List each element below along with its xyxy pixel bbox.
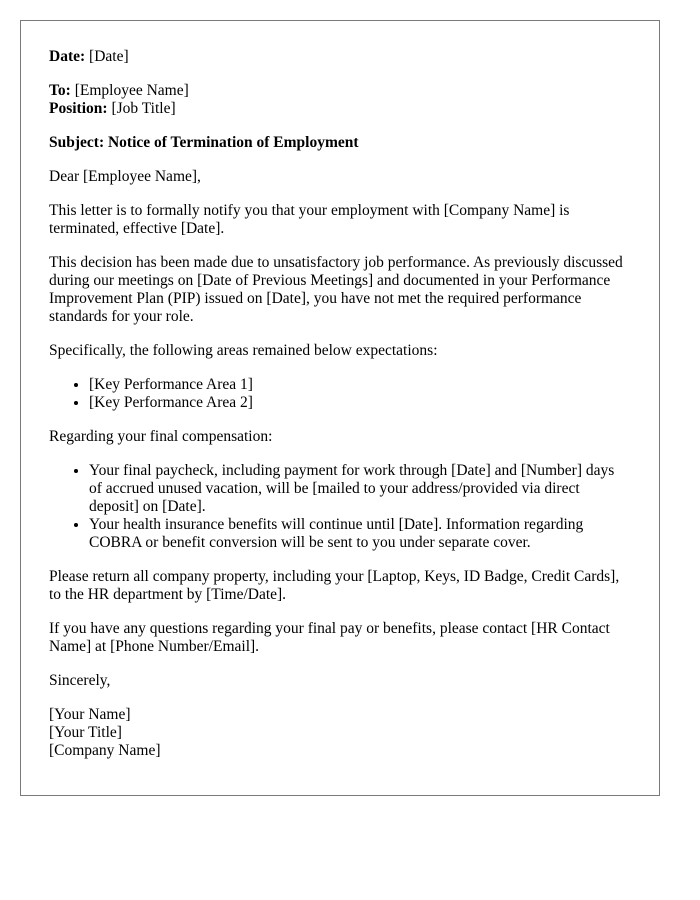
position-line	[49, 100, 631, 118]
position-value: [Job Title]	[111, 100, 176, 117]
compensation-intro: Regarding your final compensation:	[49, 428, 273, 445]
list-item: • Your health insurance benefits will continue until [Date]. Information regarding COBRA or benefit conversion will be sent to you under separate cover.	[89, 516, 631, 552]
areas-intro: Specifically, the following areas remained below expectations:	[49, 342, 438, 359]
list-item: • Your final paycheck, including payment for work through [Date] and [Number] days of accrued unused vacation, will be [mailed to your address/provided via direct deposit] on [Date].	[89, 462, 631, 516]
date-value: [Date]	[89, 48, 129, 65]
letter-document	[20, 20, 660, 796]
closing: Sincerely,	[49, 672, 111, 689]
to-value: [Employee Name]	[74, 82, 189, 99]
date-line	[49, 48, 631, 66]
property-paragraph: Please return all company property, including your [Laptop, Keys, ID Badge, Credit Cards], to the HR department by [Time/Date].	[49, 568, 620, 603]
signature-title: [Your Title]	[49, 724, 122, 741]
salutation: Dear [Employee Name],	[49, 168, 201, 185]
date-label: Date:	[49, 48, 86, 65]
signature-name: [Your Name]	[49, 706, 131, 723]
list-item: • [Key Performance Area 2]	[89, 394, 631, 412]
areas-list	[49, 376, 631, 412]
to-label: To:	[49, 82, 71, 99]
reason-paragraph: This decision has been made due to unsatisfactory job performance. As previously discussed during our meetings on [Date of Previous Meetings] and documented in your Performance Improvement Plan (PIP) issued on [Date], you have not met the required performance standards for your role.	[49, 254, 623, 325]
intro-paragraph: This letter is to formally notify you that your employment with [Company Name] is terminated, effective [Date].	[49, 202, 570, 237]
position-label: Position:	[49, 100, 108, 117]
list-item: • [Key Performance Area 1]	[89, 376, 631, 394]
signature-block	[49, 706, 631, 760]
to-line	[49, 82, 631, 100]
subject-line	[49, 134, 631, 152]
compensation-list	[49, 462, 631, 552]
signature-company: [Company Name]	[49, 742, 161, 759]
subject-text: Subject: Notice of Termination of Employment	[49, 134, 359, 151]
questions-paragraph: If you have any questions regarding your final pay or benefits, please contact [HR Contact Name] at [Phone Number/Email].	[49, 620, 610, 655]
